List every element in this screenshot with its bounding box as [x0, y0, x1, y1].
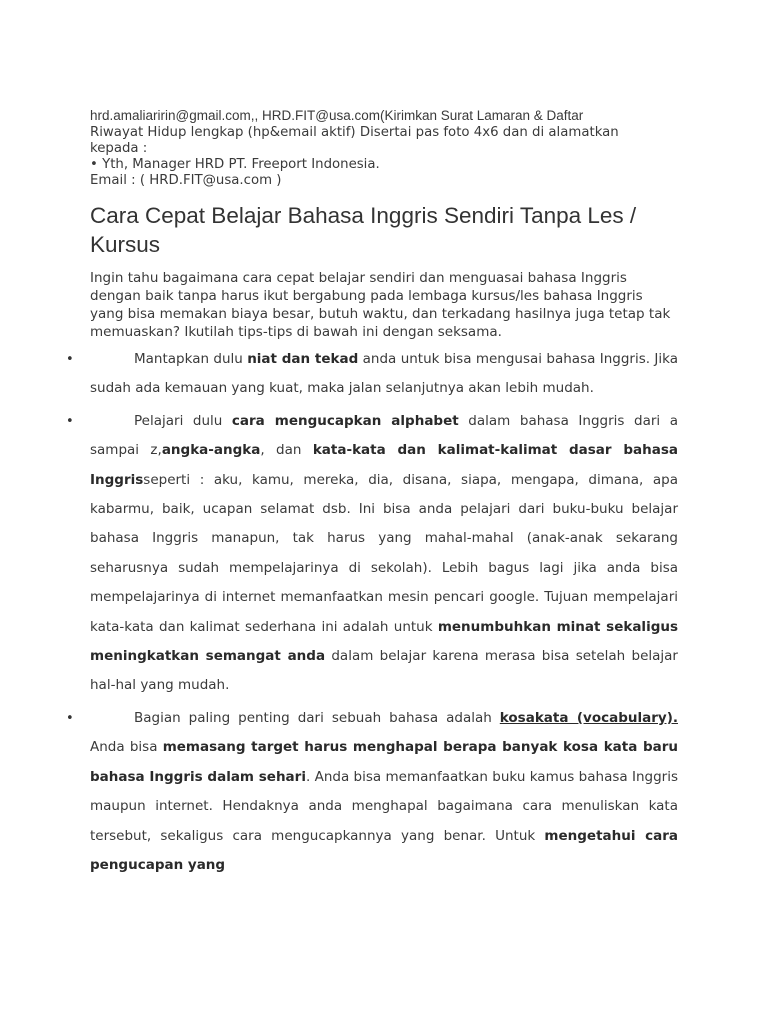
contact-line-4: • Yth, Manager HRD PT. Freeport Indonesia.	[90, 157, 380, 172]
tip-bold: angka-angka	[161, 442, 261, 459]
tip-bold: niat dan tekad	[247, 351, 359, 367]
tip-text: . Anda bisa memanfaatkan buku kamus bahasa Inggris maupun internet. Hendaknya anda menghapal bagaimana cara menuliskan kata tersebut, sekaligus cara mengucapkannya yang benar. Untuk	[90, 768, 678, 844]
tip-bold: menumbuhkan minat sekaligus meningkatkan semangat anda	[90, 618, 679, 665]
tip-text: Pelajari dulu	[134, 412, 232, 429]
list-item	[66, 704, 679, 880]
contact-line-3: kepada :	[90, 141, 148, 156]
document-page	[66, 108, 679, 883]
tip-bold: memasang target harus menghapal berapa banyak kosa kata baru bahasa Inggris dalam sehari	[90, 739, 679, 785]
contact-line-1	[90, 108, 678, 125]
tip-bold: mengetahui cara pengucapan yang	[90, 827, 678, 873]
list-item	[66, 345, 678, 404]
contact-line-2: Riwayat Hidup lengkap (hp&email aktif) Disertai pas foto 4x6 dan di alamatkan	[90, 125, 619, 140]
bullet-icon: •	[66, 413, 74, 429]
tip-text: Anda bisa	[90, 739, 163, 756]
article-intro: Ingin tahu bagaimana cara cepat belajar sendiri dan menguasai bahasa Inggris dengan baik tanpa harus ikut bergabung pada lembaga kursus/les bahasa Inggris yang bisa memakan biaya besar, butuh waktu, dan terkadang hasilnya juga tetap tak memuaskan? Ikutilah tips-tips di bawah ini dengan seksama.	[90, 270, 671, 340]
tip-text: seperti : aku, kamu, mereka, dia, disana, siapa, mengapa, dimana, apa kabarmu, baik, ucapan selamat dsb. Ini bisa anda pelajari dari buku-buku belajar bahasa Inggris manapun, tak harus yang mahal-mahal (anak-anak sekarang seharusnya sudah mempelajarinya di sekolah). Lebih bagus lagi jika anda bisa mempelajarinya di internet memanfaatkan mesin pencari google. Tujuan mempelajari kata-kata dan kalimat sederhana ini adalah untuk	[90, 471, 678, 635]
contact-block	[90, 108, 678, 189]
contact-line-5: Email : ( HRD.FIT@usa.com )	[90, 173, 282, 188]
tip-text: , dan	[260, 442, 313, 459]
contact-email-rest: , HRD.FIT@usa.com(Kirimkan Surat Lamaran & Daftar	[254, 108, 584, 123]
tip-text: dalam belajar karena merasa bisa setelah belajar hal-hal yang mudah.	[90, 648, 678, 694]
tips-list	[66, 345, 679, 880]
list-item	[66, 407, 679, 701]
tip-bold: kata-kata dan kalimat-kalimat dasar bahasa Inggris	[90, 442, 678, 488]
contact-email: hrd.amaliaririn@gmail.com,	[90, 108, 255, 123]
tip-bold-underlined: kosakata (vocabulary).	[499, 709, 678, 726]
tip-text: dalam bahasa Inggris dari a sampai z,	[90, 412, 678, 459]
tip-bold: cara mengucapkan alphabet	[231, 412, 459, 429]
article-title: Cara Cepat Belajar Bahasa Inggris Sendiri Tanpa Les / Kursus	[90, 203, 637, 257]
tip-text: Bagian paling penting dari sebuah bahasa adalah	[134, 709, 500, 726]
tip-text: anda untuk bisa mengusai bahasa Inggris. Jika sudah ada kemauan yang kuat, maka jalan selanjutnya akan lebih mudah.	[90, 351, 678, 397]
bullet-icon: •	[66, 710, 74, 726]
tip-text: Mantapkan dulu	[134, 351, 248, 367]
bullet-icon: •	[66, 352, 74, 367]
